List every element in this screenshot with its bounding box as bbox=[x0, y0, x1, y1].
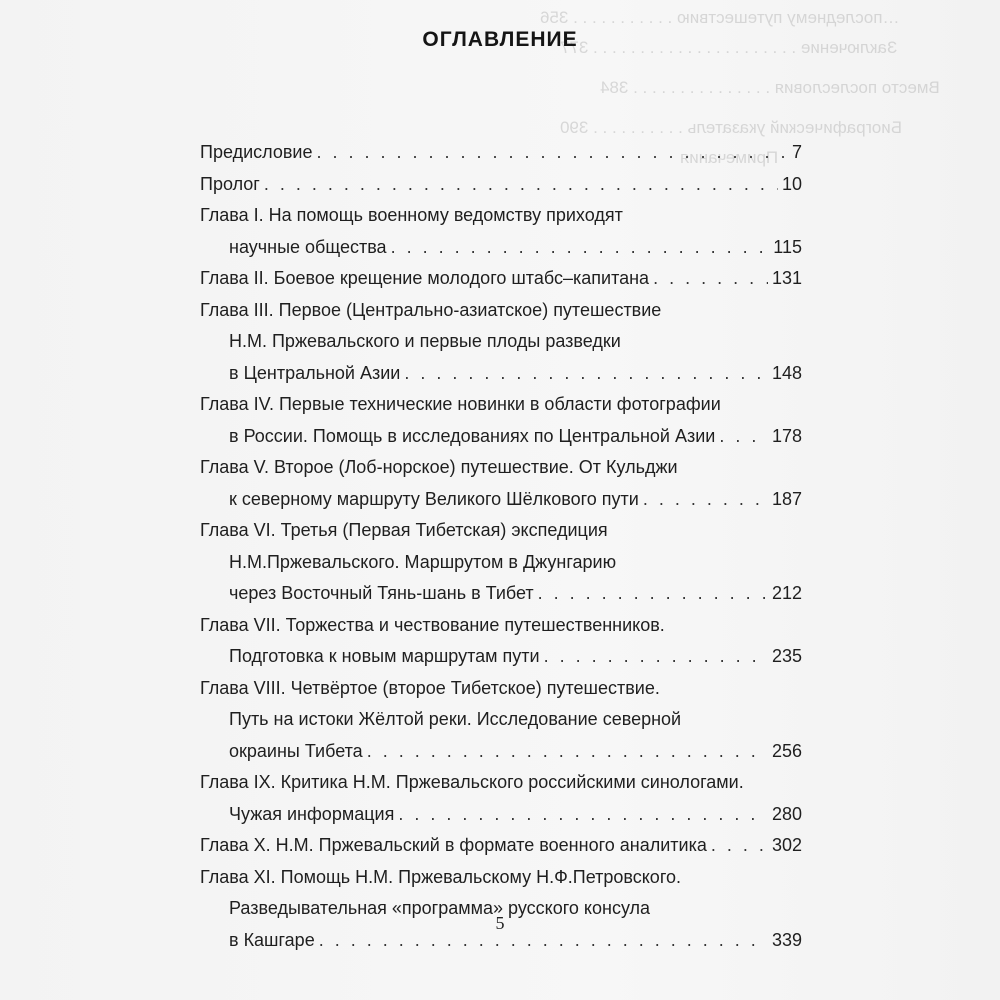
toc-entry-line bbox=[200, 169, 802, 201]
toc-entry-text: Путь на истоки Жёлтой реки. Исследование северной bbox=[229, 709, 682, 729]
toc-entry bbox=[200, 295, 802, 390]
toc-page-number: 280 bbox=[771, 803, 802, 824]
toc-entry-text: Предисловие bbox=[200, 142, 313, 162]
toc-entry-line bbox=[200, 484, 802, 516]
dot-leader bbox=[404, 358, 768, 390]
toc-entry-line bbox=[200, 326, 802, 358]
dot-leader bbox=[264, 169, 778, 201]
toc-entry-text: Глава VI. Третья (Первая Тибетская) экспедиция bbox=[200, 520, 608, 540]
toc-entry bbox=[200, 830, 802, 862]
toc-entry-line bbox=[200, 673, 802, 705]
toc-entry bbox=[200, 767, 802, 830]
toc-entry-line bbox=[200, 263, 802, 295]
toc-entry-text: Глава XI. Помощь Н.М. Пржевальскому Н.Ф.Петровского. bbox=[200, 866, 681, 887]
toc-entry-text: Глава V. Второе (Лоб-норское) путешествие. От Кульджи bbox=[200, 457, 678, 477]
toc-page-number: 256 bbox=[771, 740, 802, 761]
toc-page-number: 235 bbox=[771, 646, 802, 666]
toc-entry-text: Подготовка к новым маршрутам пути bbox=[229, 646, 540, 666]
toc-entry-line bbox=[200, 137, 802, 169]
dot-leader bbox=[643, 484, 768, 516]
dot-leader bbox=[653, 263, 768, 295]
toc-entry-text: Глава VIII. Четвёртое (второе Тибетское) путешествие. bbox=[200, 677, 660, 698]
toc-page-number: 187 bbox=[771, 488, 802, 509]
dot-leader bbox=[398, 799, 768, 831]
dot-leader bbox=[719, 421, 768, 453]
toc-page-number: 178 bbox=[771, 425, 802, 446]
toc-entry-line bbox=[200, 767, 802, 799]
toc-page-number: 302 bbox=[771, 835, 802, 855]
toc-entry-text: Разведывательная «программа» русского консула bbox=[229, 898, 651, 918]
toc-entry-text: Глава IX. Критика Н.М. Пржевальского российскими синологами. bbox=[200, 772, 744, 792]
toc-entry-line bbox=[200, 641, 802, 673]
toc-entry-line bbox=[200, 358, 802, 390]
bleed-through-line: Вместо послесловия . . . . . . . . . . . . . . . 384 bbox=[600, 78, 940, 97]
toc-entry bbox=[200, 452, 802, 515]
dot-leader bbox=[367, 736, 768, 768]
dot-leader bbox=[711, 830, 768, 862]
dot-leader bbox=[391, 232, 770, 264]
bleed-through-line: Биографический указатель . . . . . . . . . . 390 bbox=[560, 118, 902, 137]
bleed-through-line: Заключение . . . . . . . . . . . . . . . . . . . . . . 377 bbox=[560, 38, 898, 57]
toc-title: ОГЛАВЛЕНИЕ bbox=[422, 28, 578, 51]
toc-entry-line bbox=[200, 200, 802, 232]
toc-page-number: 7 bbox=[791, 142, 802, 162]
toc-entry bbox=[200, 389, 802, 452]
toc-entry-text: Чужая информация bbox=[229, 803, 395, 824]
toc-entry-text: в России. Помощь в исследованиях по Центральной Азии bbox=[229, 425, 716, 446]
toc-entry-text: научные общества bbox=[229, 236, 387, 257]
toc-entry-text: к северному маршруту Великого Шёлкового пути bbox=[229, 488, 639, 509]
toc-entry bbox=[200, 862, 802, 957]
toc-entry-line bbox=[200, 421, 802, 453]
toc-entry-text: Глава III. Первое (Центрально-азиатское) путешествие bbox=[200, 299, 662, 320]
toc-entry-line bbox=[200, 799, 802, 831]
toc-entry-text: в Кашгаре bbox=[229, 929, 315, 950]
toc-entry bbox=[200, 673, 802, 768]
bleed-through-line: Примечания bbox=[680, 148, 779, 167]
toc-entry-text: окраины Тибета bbox=[229, 740, 363, 761]
toc-entry-text: через Восточный Тянь-шань в Тибет bbox=[229, 583, 534, 603]
page-number: 5 bbox=[495, 913, 505, 933]
toc-page-number: 115 bbox=[773, 236, 802, 257]
toc-entry-line bbox=[200, 578, 802, 610]
toc-entry-text: Глава II. Боевое крещение молодого штабс–капитана bbox=[200, 268, 650, 288]
toc-entry-text: в Центральной Азии bbox=[229, 362, 401, 383]
dot-leader bbox=[538, 578, 768, 610]
toc-page-number: 339 bbox=[771, 929, 802, 950]
toc-entry-line bbox=[200, 515, 802, 547]
toc-entry-text: Пролог bbox=[200, 173, 260, 194]
toc-entry-text: Н.М. Пржевальского и первые плоды разведки bbox=[229, 331, 621, 351]
toc-entry-text: Глава I. На помощь военному ведомству приходят bbox=[200, 205, 623, 225]
toc-entry-text: Глава IV. Первые технические новинки в области фотографии bbox=[200, 394, 721, 414]
toc-page-number: 212 bbox=[771, 583, 802, 603]
toc-entry-text: Глава VII. Торжества и чествование путешественников. bbox=[200, 614, 665, 635]
toc-page-number: 10 bbox=[781, 173, 802, 194]
toc-entry bbox=[200, 200, 802, 263]
toc-entry-text: Глава X. Н.М. Пржевальский в формате военного аналитика bbox=[200, 835, 707, 855]
toc-entry-line bbox=[200, 232, 802, 264]
toc-entry-text: Н.М.Пржевальского. Маршрутом в Джунгарию bbox=[229, 551, 617, 572]
dot-leader bbox=[544, 641, 768, 673]
toc-entry bbox=[200, 263, 802, 295]
toc-entry-line bbox=[200, 295, 802, 327]
toc-entry bbox=[200, 169, 802, 201]
toc-entry-line bbox=[200, 452, 802, 484]
toc-entry-line bbox=[200, 389, 802, 421]
toc-entry bbox=[200, 515, 802, 610]
toc-page-number: 131 bbox=[771, 268, 802, 288]
toc-entry-line bbox=[200, 862, 802, 894]
toc-entry bbox=[200, 610, 802, 673]
toc-entry-line bbox=[200, 704, 802, 736]
toc-entry-line bbox=[200, 830, 802, 862]
toc-entry-line bbox=[200, 610, 802, 642]
toc-page-number: 148 bbox=[771, 362, 802, 383]
dot-leader bbox=[316, 137, 788, 169]
toc-entry bbox=[200, 137, 802, 169]
toc-entry-line bbox=[200, 736, 802, 768]
bleed-through-line: …последнему путешествию . . . . . . . . . . . 356 bbox=[540, 8, 900, 27]
table-of-contents bbox=[200, 137, 802, 956]
toc-entry-line bbox=[200, 547, 802, 579]
